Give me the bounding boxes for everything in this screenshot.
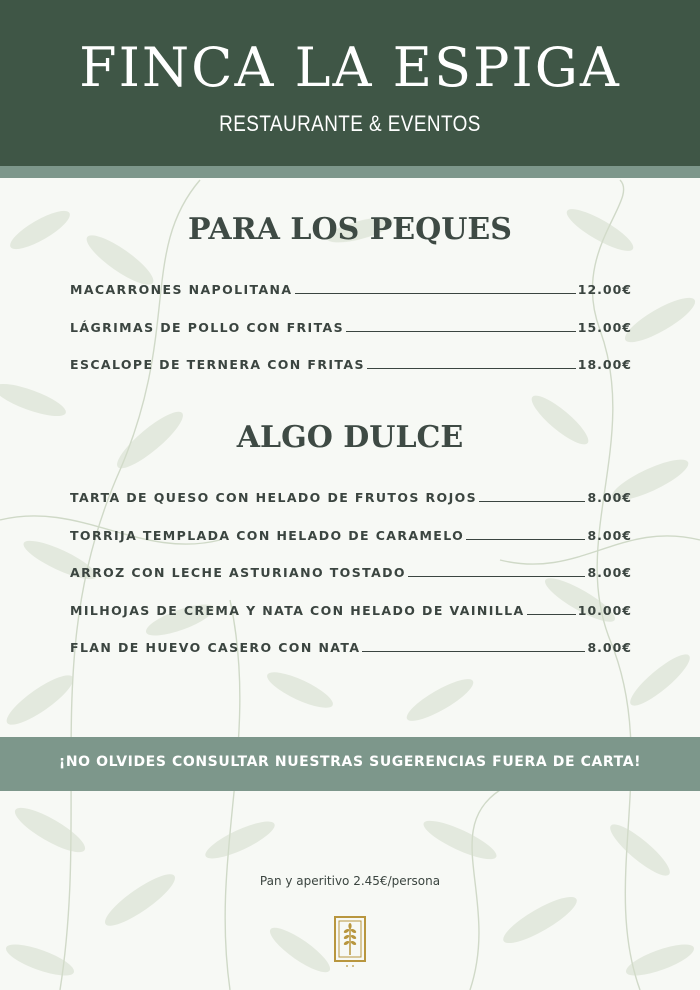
menu-list-dulce [70, 490, 632, 678]
menu-item [70, 640, 632, 678]
restaurant-name: FINCA LA ESPIGA [79, 36, 621, 99]
menu-item [70, 603, 632, 641]
menu-list-peques [70, 282, 632, 395]
menu-item-price: 10.00€ [577, 602, 632, 618]
menu-item [70, 490, 632, 528]
header-accent-strip [0, 166, 700, 178]
dotted-leader [408, 576, 586, 577]
menu-item [70, 528, 632, 566]
menu-item-price: 8.00€ [587, 527, 632, 543]
header-bar [0, 0, 700, 166]
dotted-leader [479, 501, 585, 502]
dotted-leader [367, 368, 576, 369]
suggestions-banner [0, 737, 700, 791]
menu-item [70, 282, 632, 320]
menu-item-price: 8.00€ [587, 640, 632, 655]
wheat-logo-icon [333, 915, 367, 971]
menu-item [70, 565, 632, 603]
dotted-leader [527, 614, 576, 615]
menu-item-name: FLAN DE HUEVO CASERO CON NATA [70, 640, 361, 655]
section-title-dulce: ALGO DULCE [236, 420, 464, 455]
menu-item-price: 8.00€ [587, 565, 632, 580]
menu-item [70, 357, 632, 395]
menu-item-price: 15.00€ [577, 319, 632, 335]
menu-item-price: 8.00€ [587, 490, 632, 505]
section-title-peques: PARA LOS PEQUES [188, 212, 512, 247]
suggestions-banner-text: ¡NO OLVIDES CONSULTAR NUESTRAS SUGERENCIAS FUERA DE CARTA! [58, 754, 642, 770]
restaurant-subtitle: RESTAURANTE & EVENTOS [219, 111, 481, 136]
menu-item-name: MILHOJAS DE CREMA Y NATA CON HELADO DE VAINILLA [70, 602, 525, 618]
menu-item-price: 18.00€ [577, 357, 632, 372]
menu-item-name: ESCALOPE DE TERNERA CON FRITAS [70, 357, 365, 372]
menu-item-name: ARROZ CON LECHE ASTURIANO TOSTADO [70, 565, 406, 580]
bread-aperitif-note: Pan y aperitivo 2.45€/persona [259, 874, 441, 888]
dotted-leader [346, 331, 576, 332]
dotted-leader [295, 293, 576, 294]
menu-item-name: LÁGRIMAS DE POLLO CON FRITAS [70, 319, 345, 335]
dotted-leader [466, 539, 585, 540]
menu-item-name: TORRIJA TEMPLADA CON HELADO DE CARAMELO [70, 527, 465, 543]
menu-item-name: MACARRONES NAPOLITANA [70, 282, 293, 297]
menu-item-name: TARTA DE QUESO CON HELADO DE FRUTOS ROJOS [70, 490, 478, 505]
dotted-leader [362, 651, 585, 652]
menu-item [70, 320, 632, 358]
menu-item-price: 12.00€ [577, 282, 632, 297]
